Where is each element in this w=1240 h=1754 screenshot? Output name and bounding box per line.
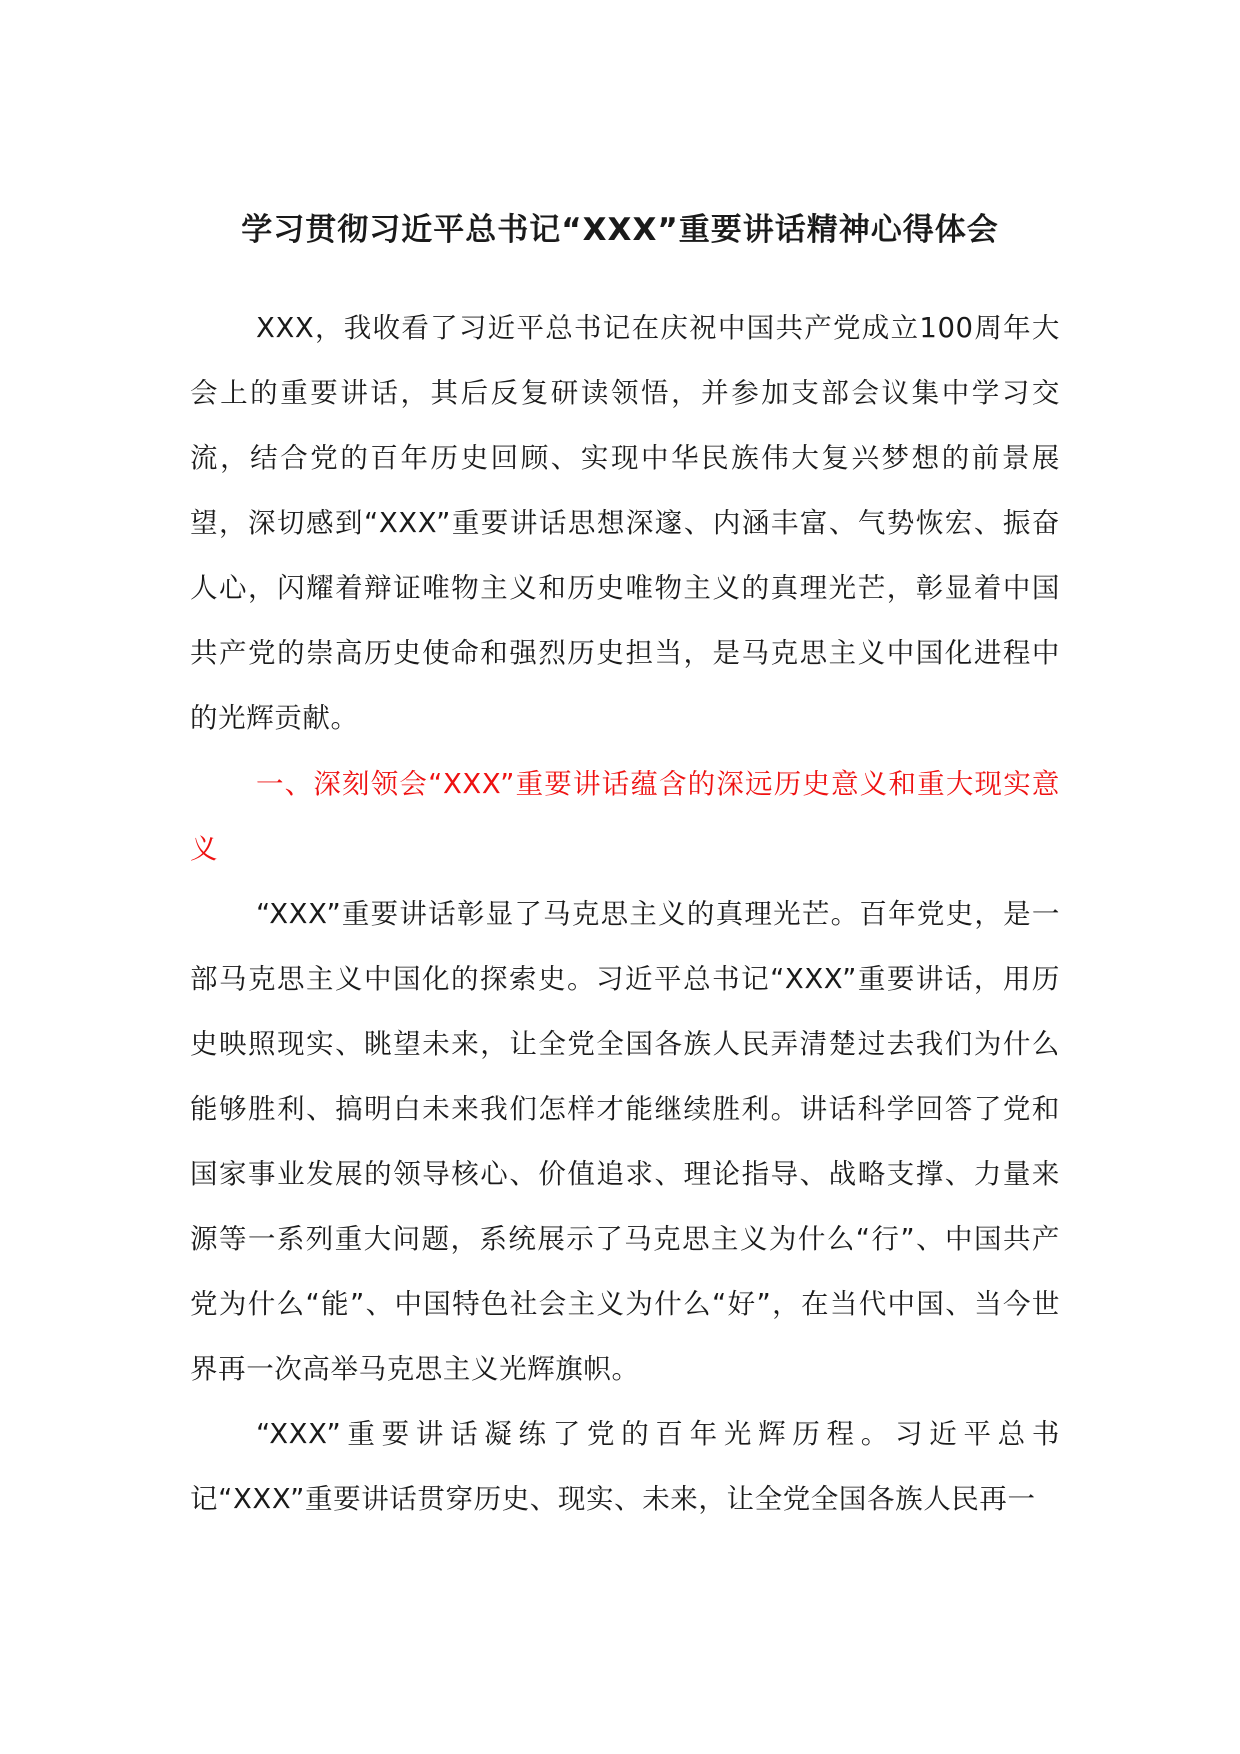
intro-paragraph: XXX，我收看了习近平总书记在庆祝中国共产党成立100周年大会上的重要讲话，其后反复研读领悟，并参加支部会议集中学习交流，结合党的百年历史回顾、实现中华民族伟大复兴梦想的前景展望，深切感到“XXX”重要讲话思想深邃、内涵丰富、气势恢宏、振奋人心，闪耀着辩证唯物主义和历史唯物主义的真理光芒，彰显着中国共产党的崇高历史使命和强烈历史担当，是马克思主义中国化进程中的光辉贡献。 — [190, 312, 1060, 734]
body-paragraph: “XXX”重要讲话凝练了党的百年光辉历程。习近平总书记“XXX”重要讲话贯穿历史、现实、未来，让全党全国各族人民再一 — [190, 1418, 1060, 1515]
section-heading: 一、深刻领会“XXX”重要讲话蕴含的深远历史意义和重大现实意义 — [190, 768, 1060, 865]
document-title: 学习贯彻习近平总书记“XXX”重要讲话精神心得体会 — [241, 212, 999, 248]
body-paragraph: “XXX”重要讲话彰显了马克思主义的真理光芒。百年党史，是一部马克思主义中国化的探索史。习近平总书记“XXX”重要讲话，用历史映照现实、眺望未来，让全党全国各族人民弄清楚过去我们为什么能够胜利、搞明白未来我们怎样才能继续胜利。讲话科学回答了党和国家事业发展的领导核心、价值追求、理论指导、战略支撑、力量来源等一系列重大问题，系统展示了马克思主义为什么“行”、中国共产党为什么“能”、中国特色社会主义为什么“好”，在当代中国、当今世界再一次高举马克思主义光辉旗帜。 — [190, 898, 1060, 1385]
